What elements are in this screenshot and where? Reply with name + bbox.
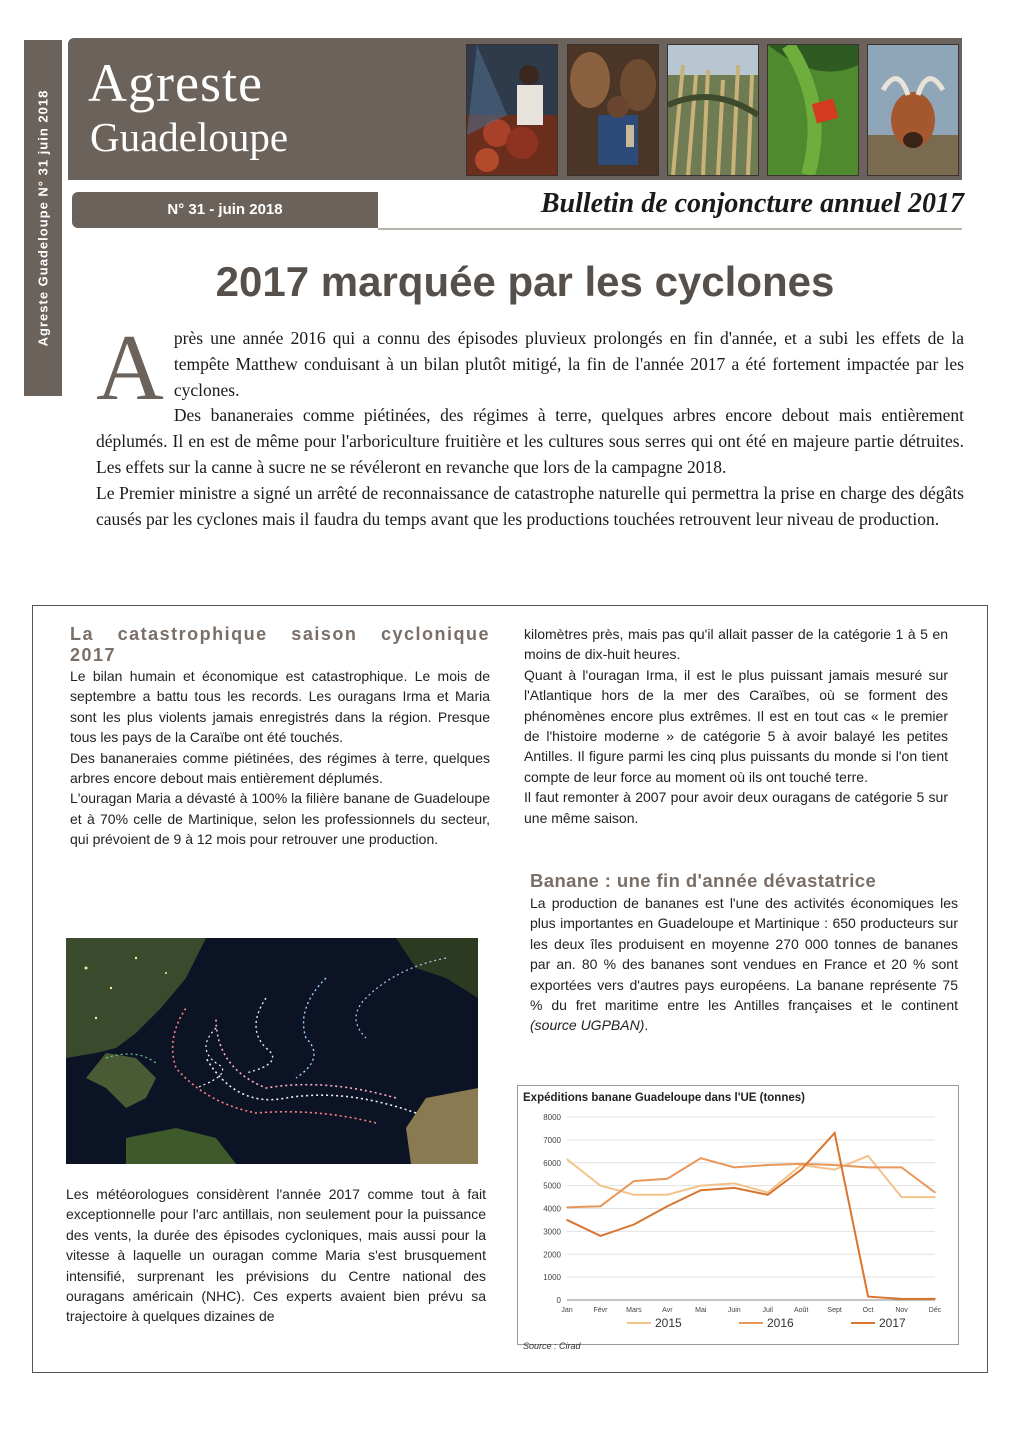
right-paragraph-3: Il faut remonter à 2007 pour avoir deux ouragans de catégorie 5 sur une même saison.	[524, 789, 948, 826]
chart-point-2015	[767, 1192, 769, 1194]
chart-xtick-label: Oct	[862, 1307, 874, 1314]
chart-point-2017	[733, 1187, 735, 1189]
right-paragraph-2: Quant à l'ouragan Irma, il est le plus puissant jamais mesuré sur l'Atlantique hors de la mer des Caraïbes, où se forment des phénomènes encore plus extrêmes. Il est en tout cas « le premier de l'histoire moderne » de catégorie 5 à avoir balayé les petites Antilles. Il figure parmi les cinq plus puissants du monde si l'on tient compte de leur force au moment où ils ont touché terre.	[524, 666, 948, 785]
chart-ytick-label: 0	[556, 1296, 561, 1305]
chart-point-2015	[633, 1194, 635, 1196]
right-paragraph-1: kilomètres près, mais pas qu'il allait passer de la catégorie 1 à 5 en moins de dix-huit heures.	[524, 626, 948, 663]
left-paragraph-4: Les météorologues considèrent l'année 2017 comme tout à fait exceptionnelle pour l'arc antillais, non seulement pour la puissance des vents, la durée des épisodes cycloniques, mais aussi pour la vitesse à laquelle un ouragan comme Maria s'est brusquement intensifié, surprenant les prévisions du Centre national des ouragans américain (NHC). Ces experts avaient bien prévu sa trajectoire à quelques dizaines de	[66, 1186, 486, 1325]
chart-xtick-label: Sept	[827, 1307, 842, 1314]
side-label: Agreste Guadeloupe N° 31 juin 2018	[35, 89, 51, 347]
chart-ytick-label: 4000	[543, 1204, 561, 1214]
brand-agreste: Agreste	[88, 53, 263, 113]
intro-paragraph-2: Des bananeraies comme piétinées, des régimes à terre, quelques arbres encore debout mais entièrement déplumés. Il en est de même pour l'arboriculture fruitière et les cultures sous serres qui ont été en majeure partie détruites. Les effets sur la canne à sucre ne se révéleront en revanche que lors de la campagne 2018.	[96, 405, 964, 477]
issue-number: N° 31 - juin 2018	[72, 192, 378, 228]
chart-point-2017	[566, 1219, 568, 1221]
chart-legend-label: 2015	[655, 1316, 682, 1330]
chart-ytick-label: 7000	[543, 1135, 561, 1145]
chart-point-2016	[633, 1180, 635, 1182]
intro-paragraph-3: Le Premier ministre a signé un arrêté de reconnaissance de catastrophe naturelle qui permettra la prise en charge des dégâts causés par les cyclones mais il faudra du temps avant que les productions touchées retrouvent leur niveau de production.	[96, 482, 964, 529]
photo-rum	[567, 44, 659, 176]
chart-source: Source : Cirad	[523, 1341, 581, 1351]
drop-cap: A	[96, 316, 164, 420]
chart-point-2016	[767, 1164, 769, 1166]
intro	[96, 316, 964, 532]
right-paragraph-4-source: (source UGPBAN)	[530, 1017, 645, 1034]
bulletin-underline	[378, 228, 962, 230]
chart-xtick-label: Juin	[727, 1307, 741, 1314]
chart-point-2016	[600, 1205, 602, 1207]
chart-point-2015	[834, 1169, 836, 1171]
photo-farmer	[466, 44, 558, 176]
chart-ytick-label: 1000	[543, 1273, 561, 1283]
chart-point-2017	[600, 1235, 602, 1237]
chart-point-2015	[600, 1185, 602, 1187]
chart-point-2016	[867, 1167, 869, 1169]
left-paragraph-1: Le bilan humain et économique est catastrophique. Le mois de septembre a battu tous les records. Les ouragans Irma et Maria sont les plus violents jamais enregistrés dans la région. Presque tous les pays de la Caraïbe ont été touchés.	[70, 668, 490, 746]
chart-point-2017	[901, 1298, 903, 1300]
chart-point-2017	[800, 1169, 802, 1171]
chart-point-2015	[867, 1155, 869, 1157]
chart-point-2016	[800, 1163, 802, 1165]
photo-banana	[767, 44, 859, 176]
chart-point-2016	[934, 1192, 936, 1194]
photo-sugarcane	[667, 44, 759, 176]
hurricane-track-map	[66, 938, 478, 1164]
chart-point-2017	[867, 1296, 869, 1298]
chart-ytick-label: 2000	[543, 1250, 561, 1260]
photo-cattle	[867, 44, 959, 176]
left-paragraph-2: Des bananeraies comme piétinées, des régimes à terre, quelques arbres encore debout mais entièrement déplumés.	[70, 749, 490, 787]
brand-guadeloupe: Guadeloupe	[90, 114, 289, 160]
chart-series-line-2016	[567, 1158, 935, 1207]
chart-point-2016	[733, 1167, 735, 1169]
chart-point-2017	[767, 1194, 769, 1196]
left-column-top	[70, 624, 490, 850]
chart-series-line-2017	[567, 1133, 935, 1299]
left-column-bottom	[66, 1184, 486, 1327]
chart-point-2015	[700, 1185, 702, 1187]
section-title-banana: Banane : une fin d'année dévastatrice	[530, 870, 877, 891]
right-column-top	[524, 624, 948, 828]
chart-point-2016	[901, 1167, 903, 1169]
chart-xtick-label: Mars	[626, 1307, 642, 1314]
chart-point-2017	[834, 1132, 836, 1134]
chart-point-2016	[667, 1178, 669, 1180]
chart-point-2015	[934, 1196, 936, 1198]
bulletin-title: Bulletin de conjoncture annuel 2017	[540, 188, 964, 219]
chart-point-2017	[667, 1205, 669, 1207]
chart-ytick-label: 3000	[543, 1227, 561, 1237]
left-paragraph-3: L'ouragan Maria a dévasté à 100% la filière banane de Guadeloupe et à 70% celle de Martinique, selon les professionnels du secteur, qui prévoient de 9 à 12 mois pour retrouver une production.	[70, 790, 490, 848]
chart-point-2016	[566, 1207, 568, 1209]
chart-title: Expéditions banane Guadeloupe dans l'UE (tonnes)	[523, 1092, 805, 1104]
chart-point-2016	[700, 1157, 702, 1159]
chart-legend-label: 2017	[879, 1316, 906, 1330]
chart-ytick-label: 5000	[543, 1181, 561, 1191]
chart-xtick-label: Juil	[762, 1307, 773, 1314]
right-paragraph-4-text: La production de bananes est l'une des activités économiques les plus importantes en Guadeloupe et Martinique : 650 producteurs sur les deux îles produisent en moyenne 270 000 tonnes de bananes par an. 80 % des bananes sont vendues en France et 20 % sont exportées vers d'autres pays européens. La banane représente 75 % du fret maritime entre les Antilles françaises et le continent	[530, 895, 958, 1014]
right-column-bottom	[530, 893, 958, 1036]
chart-xtick-label: Mai	[695, 1307, 707, 1314]
chart-point-2016	[834, 1164, 836, 1166]
chart-point-2017	[633, 1224, 635, 1226]
page-title: 2017 marquée par les cyclones	[215, 258, 835, 305]
chart-ytick-label: 6000	[543, 1158, 561, 1168]
chart-xtick-label: Déc	[928, 1307, 942, 1314]
chart-xtick-label: Avr	[662, 1307, 673, 1314]
right-paragraph-4	[530, 893, 958, 1036]
intro-paragraph-1-text: près une année 2016 qui a connu des épisodes pluvieux prolongés en fin d'année, et a subi les effets de la tempête Matthew conduisant à un bilan plutôt mitigé, la fin de l'année 2017 a été fortement impactée par les cyclones.	[173, 328, 964, 400]
banana-export-chart	[517, 1085, 959, 1355]
chart-ytick-label: 8000	[543, 1113, 561, 1122]
section-title-cyclone: La catastrophique saison cyclonique 2017	[70, 624, 490, 665]
right-paragraph-4-end: .	[644, 1017, 649, 1034]
chart-point-2017	[934, 1298, 936, 1300]
chart-xtick-label: Févr	[593, 1307, 608, 1314]
chart-point-2015	[733, 1183, 735, 1185]
intro-paragraph-1	[96, 316, 964, 420]
chart-legend-label: 2016	[767, 1316, 794, 1330]
chart-point-2015	[566, 1159, 568, 1161]
chart-xtick-label: Nov	[895, 1307, 908, 1314]
chart-point-2015	[667, 1194, 669, 1196]
chart-xtick-label: Août	[793, 1307, 809, 1314]
chart-xtick-label: Jan	[561, 1307, 573, 1314]
chart-point-2015	[901, 1196, 903, 1198]
chart-point-2017	[700, 1189, 702, 1191]
